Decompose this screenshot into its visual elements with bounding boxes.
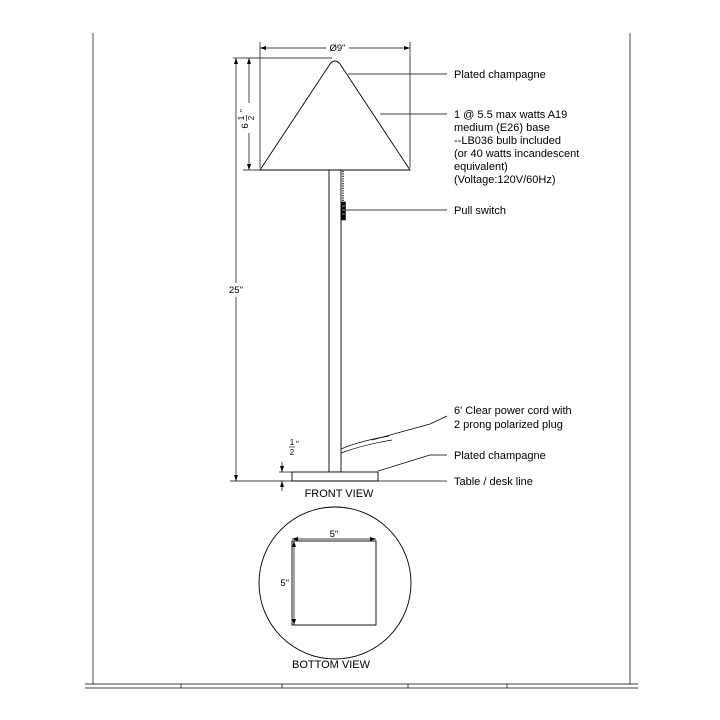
base-square xyxy=(292,541,376,625)
base-height-denominator: 2 xyxy=(289,448,295,457)
bulb-callout-line: --LB036 bulb included xyxy=(454,135,562,147)
bulb-callout-line: (or 40 watts incandescent xyxy=(454,148,580,160)
bulb-callout-line: equivalent) xyxy=(454,161,508,173)
bulb-callout xyxy=(454,109,579,186)
shade-height-unit: " xyxy=(239,109,248,112)
base-height-dimension xyxy=(279,438,299,491)
shade-finish-callout: Plated champagne xyxy=(454,69,546,81)
cord-callout-line: 2 prong polarized plug xyxy=(454,419,563,431)
lamp-shade xyxy=(260,61,410,170)
base-depth-label: 5" xyxy=(280,578,289,589)
overall-height-label: 25" xyxy=(229,285,243,296)
base-height-unit: " xyxy=(296,440,299,449)
bulb-callout-line: 1 @ 5.5 max watts A19 xyxy=(454,109,568,121)
pull-chain xyxy=(341,171,346,220)
shade-diameter-label: Ø9" xyxy=(329,43,346,54)
lamp-stem xyxy=(329,170,341,472)
lamp-front-view xyxy=(260,61,410,481)
base-finish-callout: Plated champagne xyxy=(454,450,546,462)
bulb-callout-line: medium (E26) base xyxy=(454,122,550,134)
shade-height-denominator: 2 xyxy=(247,115,256,121)
cord-callout xyxy=(454,405,572,431)
cord-callout-line: 6' Clear power cord with xyxy=(454,405,572,417)
power-cord xyxy=(341,436,392,453)
bulb-callout-line: (Voltage:120V/60Hz) xyxy=(454,174,556,186)
shade-height-numerator: 1 xyxy=(237,115,246,121)
base-height-numerator: 1 xyxy=(289,438,295,447)
lamp-base xyxy=(292,472,378,481)
pull-switch-callout: Pull switch xyxy=(454,205,506,217)
front-view-title: FRONT VIEW xyxy=(304,488,374,500)
base-width-label: 5" xyxy=(329,529,339,540)
bottom-view xyxy=(259,507,411,659)
table-line-callout: Table / desk line xyxy=(454,476,533,488)
bottom-view-title: BOTTOM VIEW xyxy=(291,659,371,671)
shade-height-whole: 6 xyxy=(240,123,251,129)
overall-height-dimension xyxy=(229,58,243,481)
